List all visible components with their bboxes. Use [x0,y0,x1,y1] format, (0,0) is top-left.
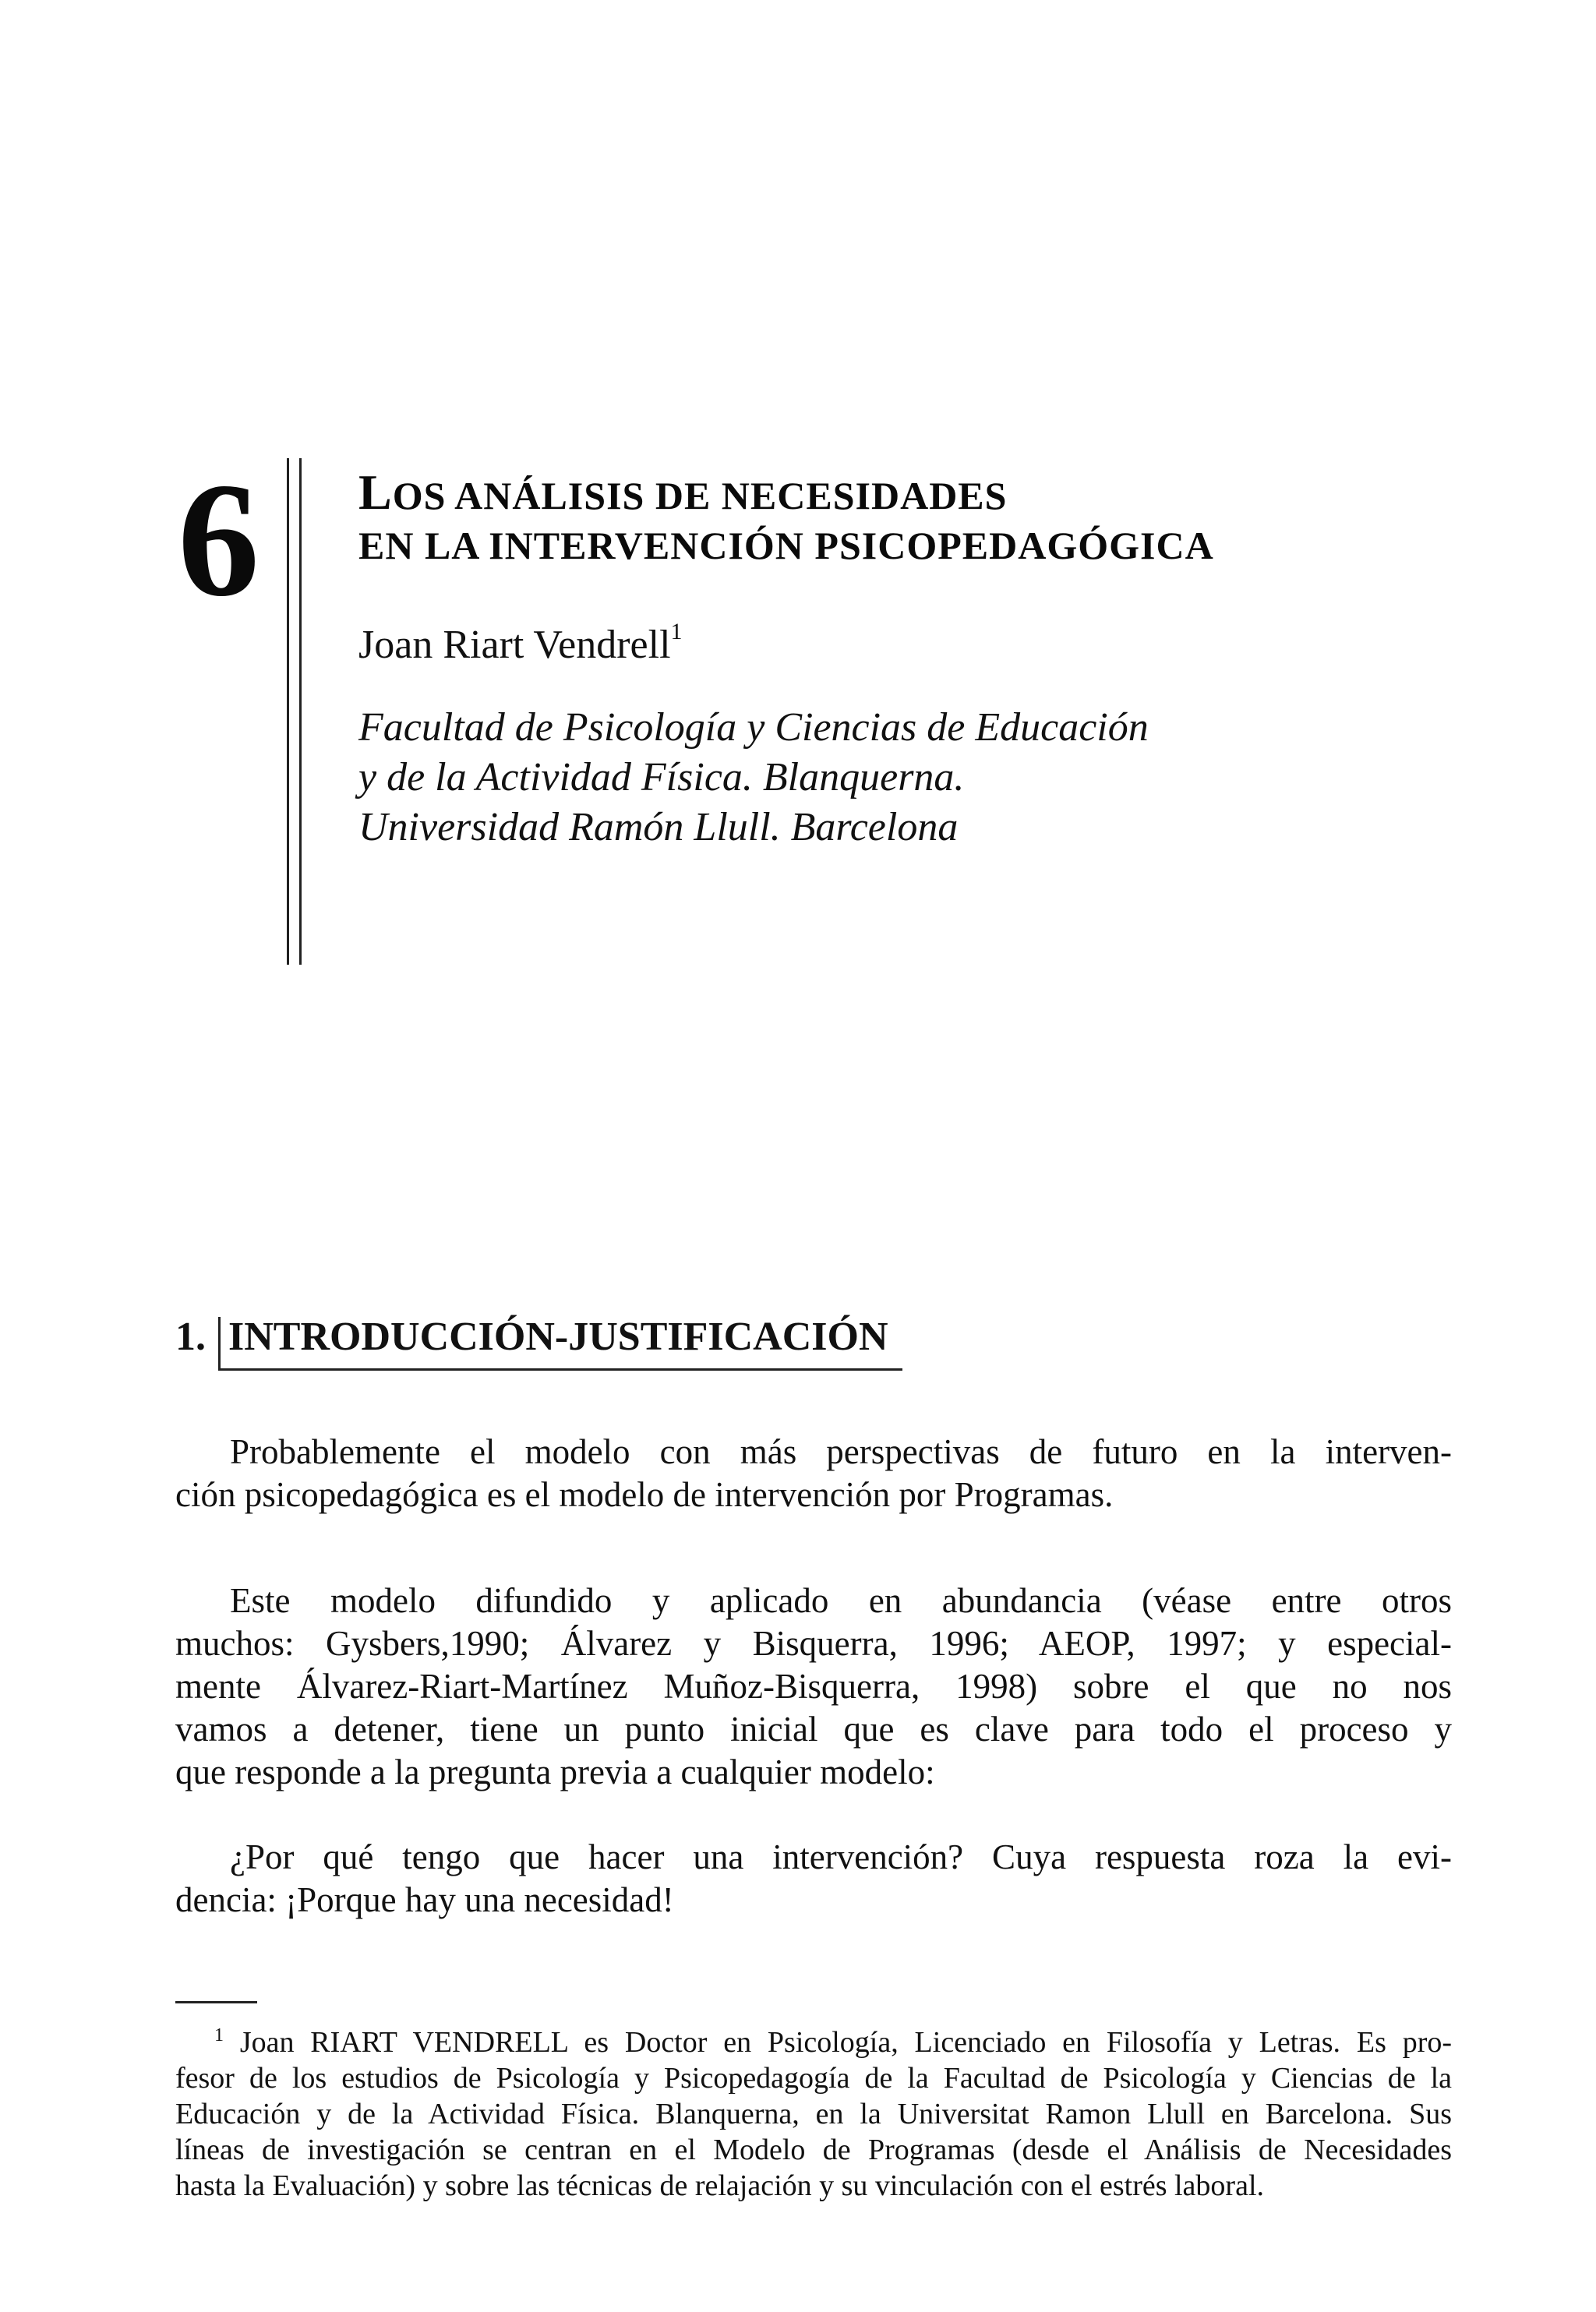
paragraph-3 [175,1836,1452,1922]
paragraph-line: dencia: ¡Porque hay una necesidad! [175,1880,674,1919]
footnote-line: fesor de los estudios de Psicología y Psicopedagogía de la Facultad de Psicología y Ciencias de la [175,2062,1452,2095]
paragraph-2 [175,1580,1452,1794]
paragraph-line: que responde a la pregunta previa a cualquier modelo: [175,1753,935,1791]
footnote-line [175,2024,1452,2060]
affiliation-line: Facultad de Psicología y Ciencias de Educación [358,705,1149,750]
author-text: Joan Riart Vendrell [358,623,671,667]
chapter-divider-left [287,458,289,965]
footnote-line: hasta la Evaluación) y sobre las técnicas de relajación y su vinculación con el estrés laboral. [175,2169,1265,2202]
paragraph-line: ¿Por qué tengo que hacer una intervención? Cuya respuesta roza la evi- [230,1837,1452,1876]
author-footnote-mark: 1 [670,619,683,644]
chapter-number: 6 [178,450,260,630]
paragraph-line: ción psicopedagógica es el modelo de intervención por Programas. [175,1475,1114,1514]
paragraph-line: Probablemente el modelo con más perspectivas de futuro en la interven- [230,1432,1452,1471]
chapter-divider-right [299,458,302,965]
paragraph-line: muchos: Gysbers,1990; Álvarez y Bisquerra, 1996; AEOP, 1997; y especial- [175,1624,1452,1663]
paragraph-line: Este modelo difundido y aplicado en abundancia (véase entre otros [230,1581,1452,1620]
footnote-line: líneas de investigación se centran en el Modelo de Programas (desde el Análisis de Necesidades [175,2134,1452,2166]
paragraph-line: vamos a detener, tiene un punto inicial que es clave para todo el proceso y [175,1710,1452,1749]
affiliation-line: Universidad Ramón Llull. Barcelona [358,805,959,849]
author-name [358,619,683,667]
chapter-title [358,464,1214,570]
author-affiliation [358,703,1149,852]
title-initial: L [358,464,393,520]
section-title: INTRODUCCIÓN-JUSTIFICACIÓN [218,1317,902,1371]
chapter-title-line-1 [358,464,1008,520]
footnote-separator [175,2001,257,2003]
paragraph-line: mente Álvarez-Riart-Martínez Muñoz-Bisquerra, 1998) sobre el que no nos [175,1667,1452,1706]
footnote-mark: 1 [214,2025,224,2046]
affiliation-line: y de la Actividad Física. Blanquerna. [358,755,965,799]
chapter-title-line-2: EN LA INTERVENCIÓN PSICOPEDAGÓGICA [358,524,1214,567]
footnote [175,2024,1452,2204]
section-heading [175,1317,902,1371]
section-number: 1. [175,1315,206,1359]
footnote-line: Educación y de la Actividad Física. Blanquerna, en la Universitat Ramon Llull en Barcelona. Sus [175,2098,1452,2130]
title-line1-rest: OS ANÁLISIS DE NECESIDADES [392,474,1008,517]
footnote-text: Joan RIART VENDRELL es Doctor en Psicología, Licenciado en Filosofía y Letras. Es pro- [239,2026,1452,2059]
paragraph-1 [175,1431,1452,1516]
